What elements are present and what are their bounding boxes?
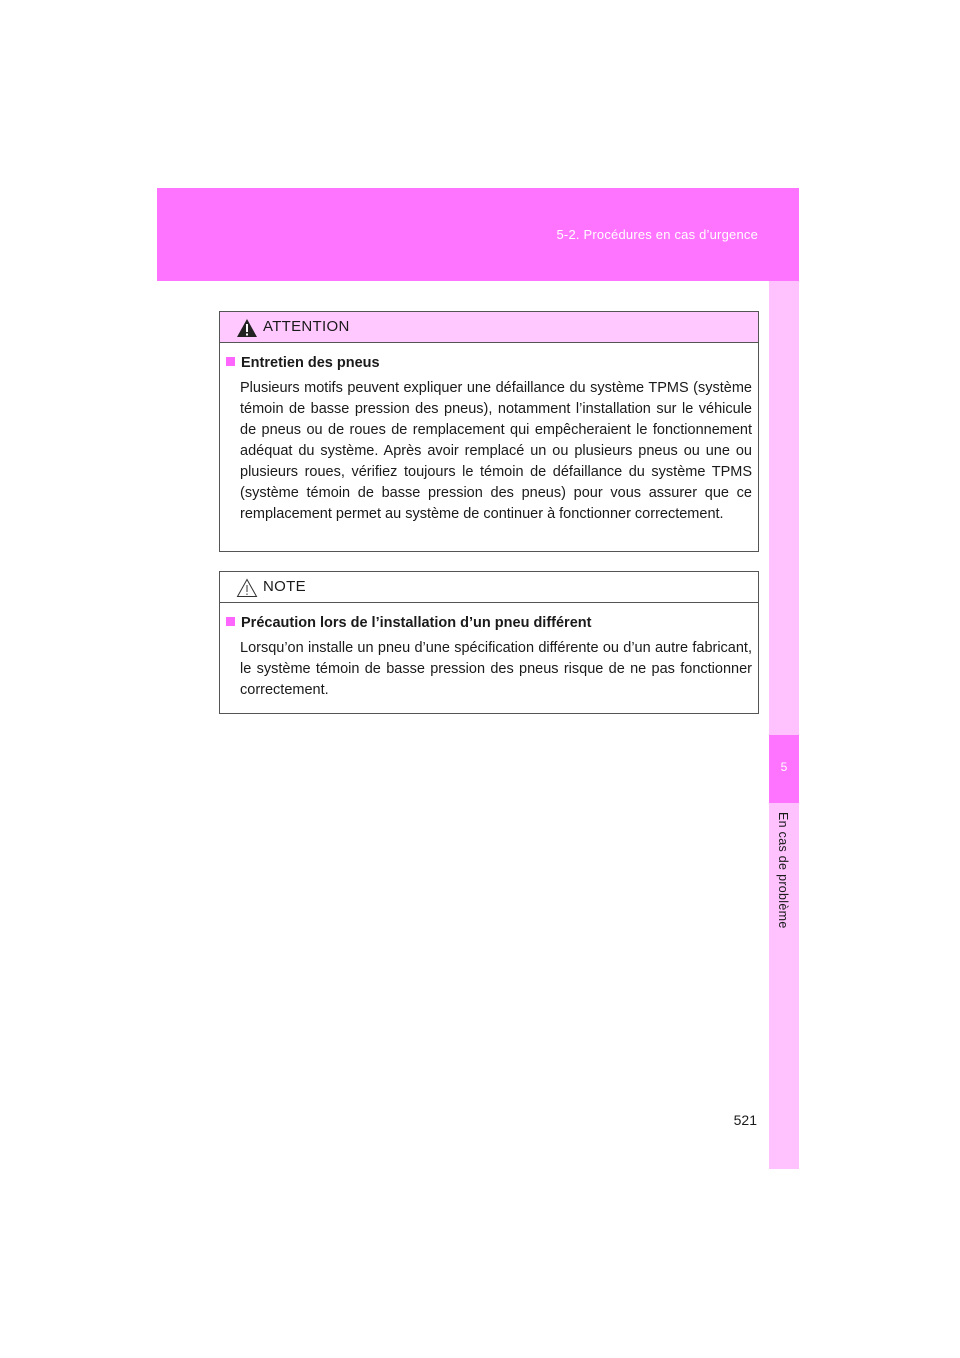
note-label: NOTE: [263, 578, 306, 595]
note-box-header: [220, 572, 758, 603]
section-header-title: 5-2. Procédures en cas d’urgence: [556, 227, 758, 242]
note-body: Lorsqu’on installe un pneu d’une spécification différente ou d’un autre fabricant, le système témoin de basse pression des pneus risque de ne pas fonctionner correctement.: [240, 640, 752, 698]
chapter-title: En cas de problème: [776, 812, 790, 929]
caution-heading: [226, 355, 752, 371]
page-number: 521: [733, 1112, 757, 1128]
chapter-side-tab: [769, 281, 799, 1169]
warning-triangle-outline-icon: [236, 578, 258, 598]
caution-box-header: [220, 312, 758, 343]
caution-body: Plusieurs motifs peuvent expliquer une défaillance du système TPMS (système témoin de basse pression des pneus), notamment l’installation sur le véhicule de pneus ou de roues de remplacement qui empêcheraient le fonctionnement adéquat du système. Après avoir remplacé un ou plusieurs pneus ou une ou plusieurs roues, vérifiez toujours le témoin de défaillance du système TPMS (système témoin de basse pression des pneus) pour vous assurer que ce remplacement permet au système de continuer à fonctionner correctement.: [240, 380, 752, 522]
square-bullet-icon: [226, 357, 235, 366]
square-bullet-icon: [226, 617, 235, 626]
note-heading: [226, 615, 752, 631]
caution-heading-text: Entretien des pneus: [241, 355, 380, 371]
section-header-band: [157, 188, 799, 281]
note-box: [219, 571, 759, 714]
caution-box: [219, 311, 759, 552]
caution-label: ATTENTION: [263, 318, 350, 335]
note-heading-text: Précaution lors de l’installation d’un pneu différent: [241, 615, 592, 631]
warning-triangle-filled-icon: [236, 318, 258, 338]
chapter-number: 5: [780, 760, 788, 774]
